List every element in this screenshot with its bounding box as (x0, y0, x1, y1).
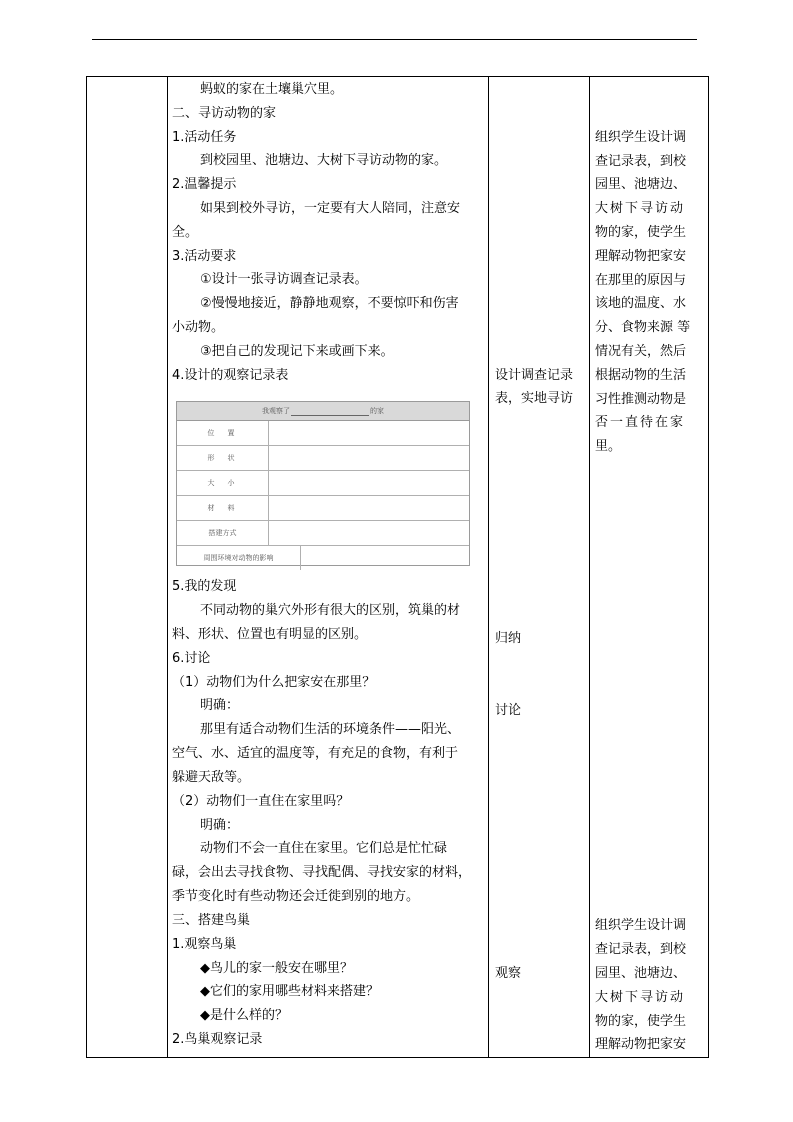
bullet-line: ◆鸟儿的家一般安在哪里？ (200, 961, 353, 976)
intent-line: 物的家，使学生 (595, 225, 687, 240)
record-row-label: 大 小 (177, 471, 269, 495)
text-line: 明确： (200, 818, 240, 833)
intent-line: 查记录表，到校 (595, 942, 687, 957)
intent-line: 物的家，使学生 (595, 1014, 687, 1029)
bullet-line: ◆它们的家用哪些材料来搭建？ (200, 984, 379, 999)
intent-line: 理解动物把家安 (595, 249, 687, 264)
subheading: 3.活动要求 (172, 249, 237, 264)
text-line: 动物们不会一直住在家里。它们总是忙忙碌 (200, 841, 448, 856)
teaching-content-cell (168, 77, 489, 1058)
text-line: 碌，会出去寻找食物、寻找配偶、寻找安家的材料， (172, 865, 472, 880)
subheading: 4.设计的观察记录表 (172, 368, 289, 383)
text-line: 全。 (172, 225, 199, 240)
text-line: 料、形状、位置也有明显的区别。 (172, 627, 368, 642)
blank-column-cell (87, 77, 168, 1058)
text-line: 明确： (200, 698, 240, 713)
record-table-header (177, 402, 469, 421)
text-line: 季节变化时有些动物还会迁徙到别的地方。 (172, 889, 420, 904)
intent-line: 否一直待在家 (595, 415, 686, 430)
record-row (177, 471, 469, 496)
subheading: 2.温馨提示 (172, 177, 237, 192)
intent-line: 根据动物的生活 (595, 368, 687, 383)
intent-line: 里。 (595, 439, 622, 454)
record-row-cell (269, 521, 469, 545)
intent-line: 组织学生设计调 (595, 918, 687, 933)
table-row (87, 77, 709, 1058)
text-line: 蚂蚁的家在土壤巢穴里。 (200, 82, 344, 97)
design-intent-cell (590, 77, 709, 1058)
intent-line: 组织学生设计调 (595, 130, 687, 145)
intent-line: 情况有关，然后 (595, 344, 687, 359)
record-header-suffix: 的家 (370, 407, 384, 415)
intent-line: 大树下寻访动 (595, 201, 686, 216)
bullet-line: ◆是什么样的？ (200, 1008, 288, 1023)
record-row (177, 546, 469, 570)
intent-line: 分、食物来源 等 (595, 320, 691, 335)
subheading: 1.活动任务 (172, 130, 237, 145)
text-line: 不同动物的巢穴外形有很大的区别，筑巢的材 (200, 603, 461, 618)
record-row-cell (301, 546, 469, 570)
record-header-prefix: 我观察了 (262, 407, 290, 415)
text-line: ②慢慢地接近，静静地观察，不要惊吓和伤害 (200, 296, 459, 311)
intent-line: 在那里的原因与 (595, 273, 687, 288)
record-row-label: 搭建方式 (177, 521, 269, 545)
record-row (177, 421, 469, 446)
activity-text: 讨论 (495, 703, 522, 718)
section-heading: 三、搭建鸟巢 (172, 913, 251, 928)
record-row-label: 位 置 (177, 421, 269, 445)
intent-line: 园里、池塘边、 (595, 177, 687, 192)
text-line: 躲避天敌等。 (172, 770, 251, 785)
activity-text: 观察 (495, 966, 522, 981)
text-line: 小动物。 (172, 320, 225, 335)
subheading: 1.观察鸟巢 (172, 937, 237, 952)
record-row-cell (269, 471, 469, 495)
intent-line: 理解动物把家安 (595, 1037, 687, 1052)
intent-line: 大树下寻访动 (595, 990, 686, 1005)
text-line: 空气、水、适宜的温度等，有充足的食物，有利于 (172, 746, 459, 761)
intent-line: 该地的温度、水 (595, 296, 687, 311)
subheading: 6.讨论 (172, 651, 211, 666)
record-row-cell (269, 421, 469, 445)
student-activity-cell (489, 77, 590, 1058)
record-row (177, 521, 469, 546)
activity-text: 归纳 (495, 631, 522, 646)
activity-text: 设计调查记录 (495, 368, 574, 383)
subheading: 5.我的发现 (172, 579, 237, 594)
text-line: 那里有适合动物们生活的环境条件——阳光、 (200, 722, 461, 737)
lesson-plan-table (86, 76, 709, 1058)
record-row-label: 形 状 (177, 446, 269, 470)
question-line: （2）动物们一直住在家里吗？ (172, 794, 350, 809)
observation-record-table (176, 401, 470, 566)
activity-text: 表，实地寻访 (495, 391, 574, 406)
record-row-label: 材 料 (177, 496, 269, 520)
record-header-blank (291, 407, 369, 416)
record-row-cell (269, 496, 469, 520)
text-line: ③把自己的发现记下来或画下来。 (200, 344, 394, 359)
text-line: 如果到校外寻访，一定要有大人陪同，注意安 (200, 201, 461, 216)
subheading: 2.鸟巢观察记录 (172, 1032, 263, 1047)
text-line: ①设计一张寻访调查记录表。 (200, 272, 368, 287)
record-row-cell (269, 446, 469, 470)
record-row-label: 周围环境对动物的影响 (177, 546, 301, 570)
question-line: （1）动物们为什么把家安在那里？ (172, 675, 376, 690)
record-row (177, 446, 469, 471)
intent-line: 查记录表，到校 (595, 154, 687, 169)
record-row (177, 496, 469, 521)
text-line: 到校园里、池塘边、大树下寻访动物的家。 (200, 153, 448, 168)
intent-line: 园里、池塘边、 (595, 966, 687, 981)
section-heading: 二、寻访动物的家 (172, 106, 277, 121)
intent-line: 习性推测动物是 (595, 392, 687, 407)
header-rule (92, 39, 697, 40)
